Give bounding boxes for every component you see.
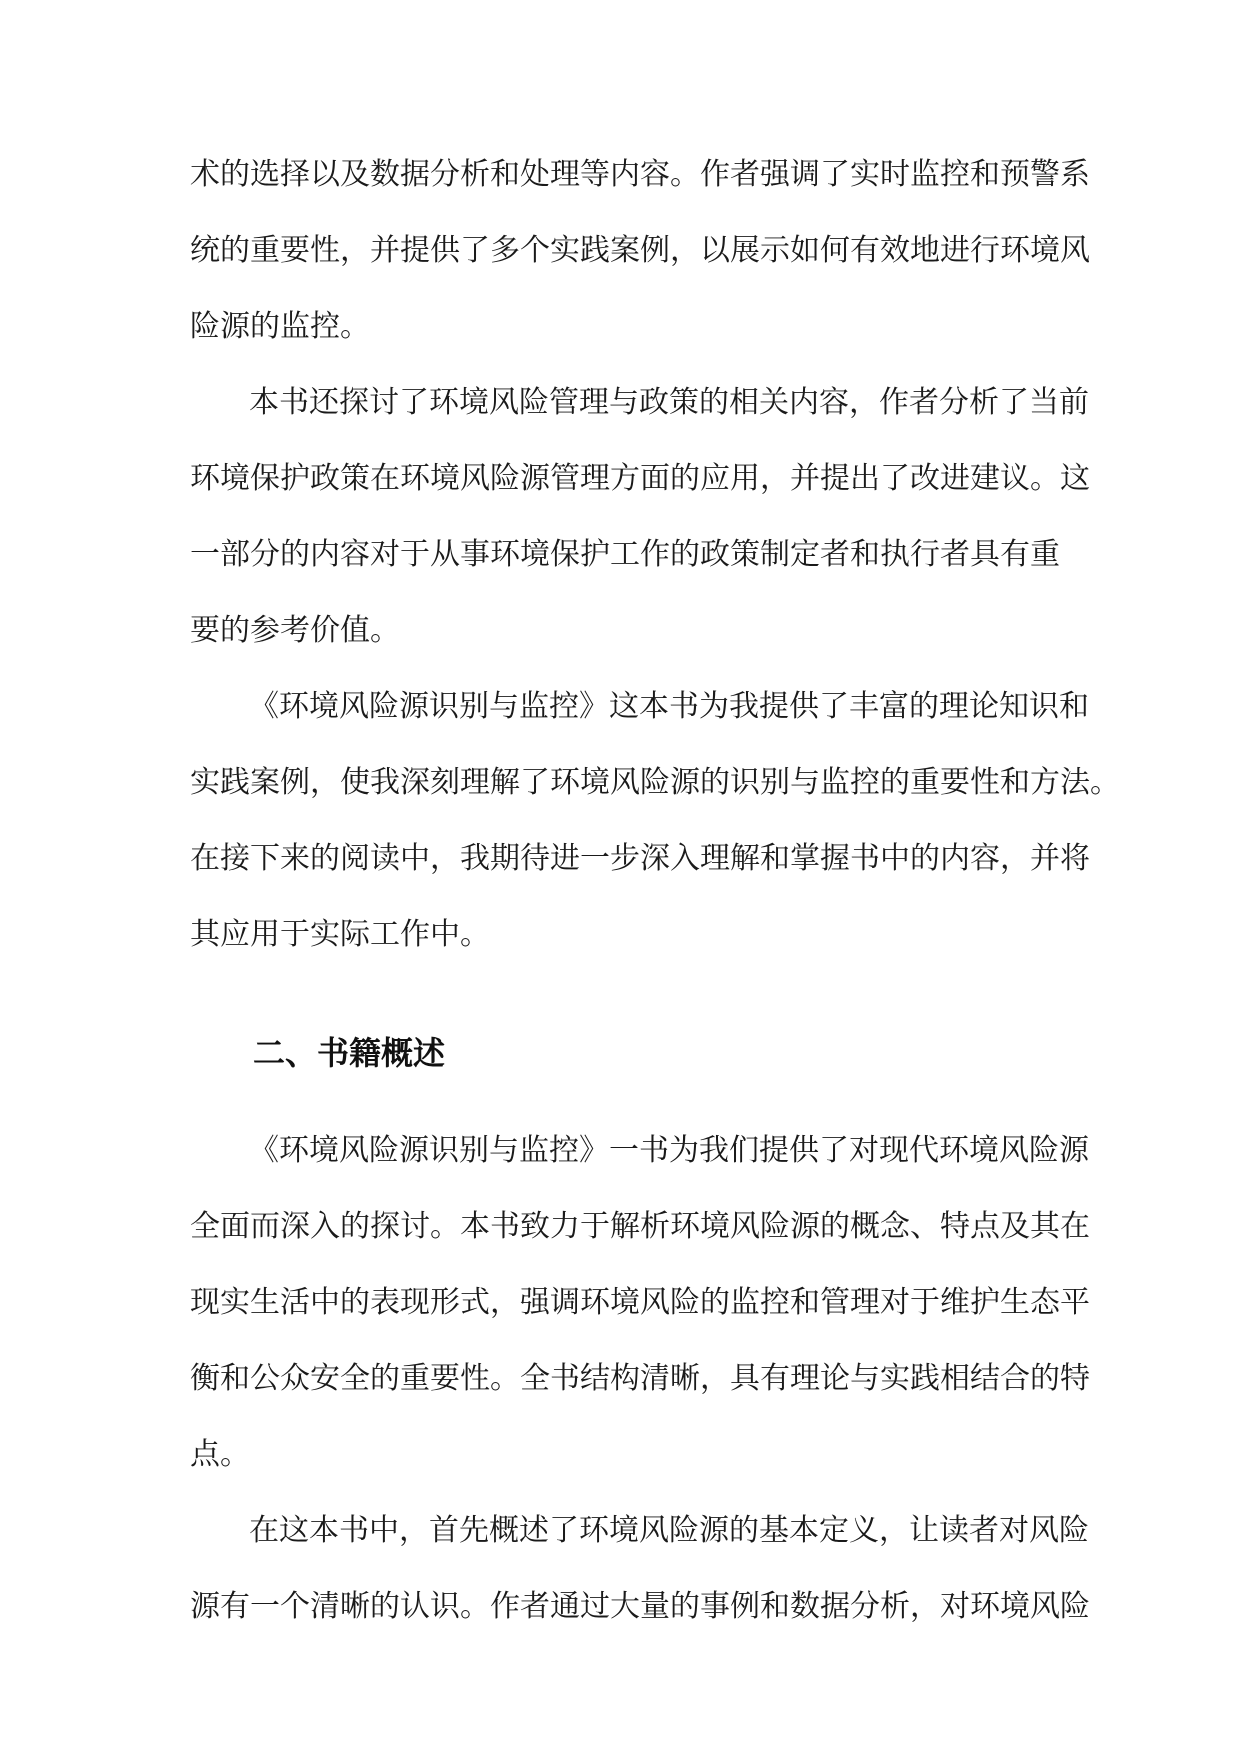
text-line: 《环境风险源识别与监控》这本书为我提供了丰富的理论知识和 [249, 689, 1089, 724]
paragraph-monitoring-tech [190, 143, 1090, 371]
text-line: 在接下来的阅读中，我期待进一步深入理解和掌握书中的内容，并将 [190, 841, 1090, 876]
text-line: 术的选择以及数据分析和处理等内容。作者强调了实时监控和预警系 [190, 157, 1090, 192]
text-line: 点。 [190, 1437, 250, 1472]
paragraph-book-overview [190, 1119, 1090, 1499]
text-line: 实践案例，使我深刻理解了环境风险源的识别与监控的重要性和方法。 [190, 765, 1120, 800]
text-line: 统的重要性，并提供了多个实践案例，以展示如何有效地进行环境风 [190, 233, 1090, 268]
section-heading: 二、书籍概述 [253, 1034, 446, 1072]
text-line: 要的参考价值。 [190, 613, 400, 648]
text-line: 《环境风险源识别与监控》一书为我们提供了对现代环境风险源 [249, 1133, 1089, 1168]
text-line: 现实生活中的表现形式，强调环境风险的监控和管理对于维护生态平 [190, 1285, 1090, 1320]
document-body [190, 143, 1120, 1651]
text-line: 全面而深入的探讨。本书致力于解析环境风险源的概念、特点及其在 [190, 1209, 1090, 1244]
paragraph-policy [190, 371, 1090, 675]
text-line: 衡和公众安全的重要性。全书结构清晰，具有理论与实践相结合的特 [190, 1361, 1090, 1396]
text-line: 本书还探讨了环境风险管理与政策的相关内容，作者分析了当前 [249, 385, 1089, 420]
text-line: 一部分的内容对于从事环境保护工作的政策制定者和执行者具有重 [190, 537, 1060, 572]
text-line: 其应用于实际工作中。 [190, 917, 490, 952]
paragraph-definition [190, 1499, 1090, 1651]
text-line: 环境保护政策在环境风险源管理方面的应用，并提出了改进建议。这 [190, 461, 1090, 496]
text-line: 源有一个清晰的认识。作者通过大量的事例和数据分析，对环境风险 [190, 1589, 1090, 1624]
text-line: 险源的监控。 [190, 309, 370, 344]
paragraph-reflection [190, 675, 1120, 979]
text-line: 在这本书中，首先概述了环境风险源的基本定义，让读者对风险 [249, 1513, 1089, 1548]
